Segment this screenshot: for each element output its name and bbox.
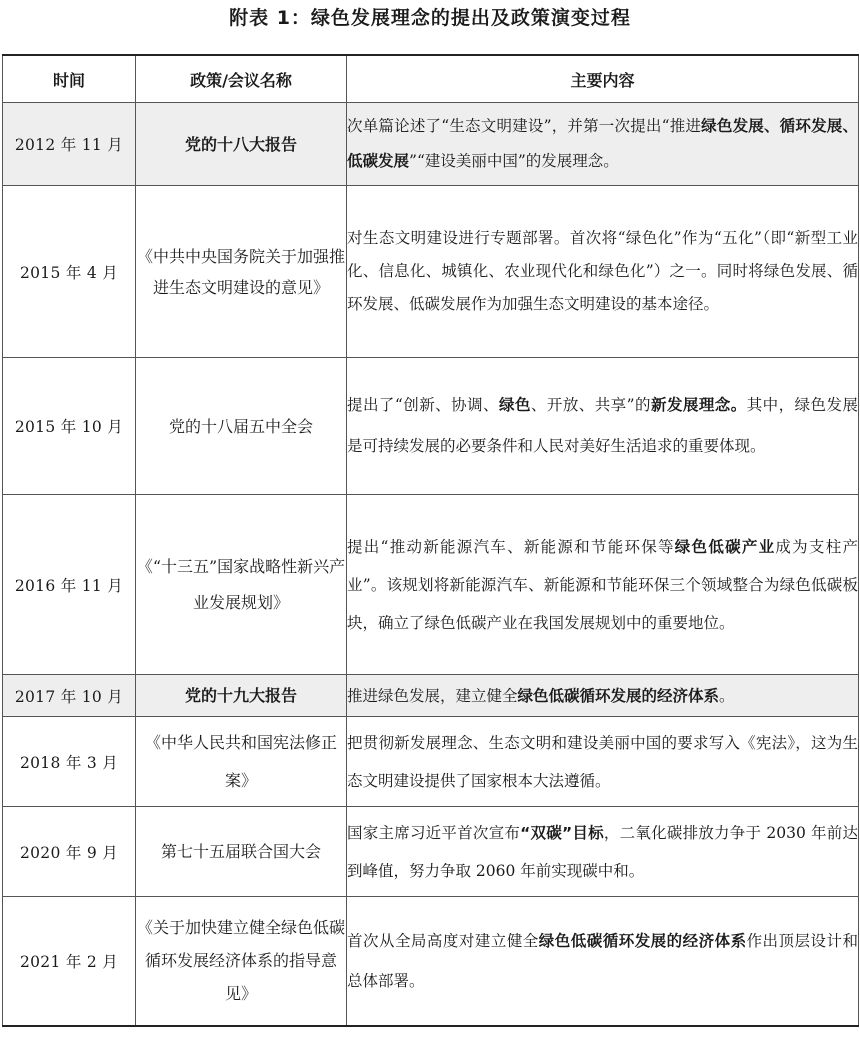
policy-table <box>2 54 859 1027</box>
text-segment: 、开放、共享”的 <box>530 396 651 414</box>
text-segment: 把贯彻新发展理念、生态文明和建设美丽中国的要求写入《宪法》，这为生态文明建设提供了国家根本大法遵循。 <box>347 733 858 790</box>
row-name: 党的十八大报告 <box>136 103 347 186</box>
bold-text: 绿色发展、循环发展、低碳发展 <box>347 117 858 170</box>
row-content <box>347 495 859 675</box>
row-name: 《中华人民共和国宪法修正案》 <box>136 717 347 807</box>
row-time: 2017 年 10 月 <box>3 675 136 717</box>
text-segment: 推进绿色发展，建立健全 <box>347 686 518 705</box>
table-row <box>3 495 859 675</box>
text-segment: 对生态文明建设进行专题部署。首次将“绿色化”作为“五化”（即“新型工业化、信息化、城镇化、农业现代化和绿色化”）之一。同时将绿色发展、循环发展、低碳发展作为加强生态文明建设的基本途径。 <box>347 229 858 313</box>
table-row <box>3 103 859 186</box>
row-time: 2018 年 3 月 <box>3 717 136 807</box>
bold-text: 绿色低碳循环发展的经济体系 <box>517 686 720 705</box>
bold-text: 绿色低碳产业 <box>674 537 776 556</box>
text-segment: 作出顶层设计和总体部署。 <box>347 931 858 990</box>
bold-text: 绿色 <box>498 396 531 414</box>
table-title: 附表 1：绿色发展理念的提出及政策演变过程 <box>229 7 631 29</box>
text-segment: 。 <box>719 686 735 705</box>
text-segment: 成为支柱产业”。该规划将新能源汽车、新能源和节能环保三个领域整合为绿色低碳板块，确立了绿色低碳产业在我国发展规划中的重要地位。 <box>347 537 858 632</box>
table-header-row <box>3 55 859 103</box>
table-row <box>3 186 859 358</box>
text-segment: 首次从全局高度对建立健全 <box>347 931 539 950</box>
row-name: 党的十九大报告 <box>136 675 347 717</box>
header-time: 时间 <box>3 55 136 103</box>
row-name: 《“十三五”国家战略性新兴产业发展规划》 <box>136 495 347 675</box>
text-segment: 次单篇论述了“生态文明建设”，并第一次提出“推进 <box>347 117 702 135</box>
row-name: 《中共中央国务院关于加强推进生态文明建设的意见》 <box>136 186 347 358</box>
row-name: 党的十八届五中全会 <box>136 358 347 495</box>
text-segment: 提出了“创新、协调、 <box>347 396 499 414</box>
header-name: 政策/会议名称 <box>136 55 347 103</box>
table-row <box>3 675 859 717</box>
row-time: 2015 年 10 月 <box>3 358 136 495</box>
table-row <box>3 807 859 897</box>
bold-text: “双碳”目标 <box>520 823 604 842</box>
text-segment: 提出“推动新能源汽车、新能源和节能环保等 <box>347 537 675 556</box>
row-time: 2020 年 9 月 <box>3 807 136 897</box>
row-name: 第七十五届联合国大会 <box>136 807 347 897</box>
row-time: 2016 年 11 月 <box>3 495 136 675</box>
row-time: 2021 年 2 月 <box>3 897 136 1026</box>
row-content <box>347 103 859 186</box>
text-segment: ，二氧化碳排放力争于 2030 年前达到峰值，努力争取 2060 年前实现碳中和。 <box>347 823 858 880</box>
text-segment: ”“建设美丽中国”的发展理念。 <box>409 152 619 170</box>
row-content <box>347 897 859 1026</box>
row-name: 《关于加快建立健全绿色低碳循环发展经济体系的指导意见》 <box>136 897 347 1026</box>
row-content <box>347 186 859 358</box>
text-segment: 其中，绿色发展是可持续发展的必要条件和人民对美好生活追求的重要体现。 <box>347 396 858 455</box>
row-time: 2012 年 11 月 <box>3 103 136 186</box>
row-content <box>347 675 859 717</box>
row-content <box>347 717 859 807</box>
bold-text: 绿色低碳循环发展的经济体系 <box>538 931 747 950</box>
row-time: 2015 年 4 月 <box>3 186 136 358</box>
table-row <box>3 358 859 495</box>
row-content <box>347 807 859 897</box>
text-segment: 国家主席习近平首次宣布 <box>347 823 521 842</box>
bold-text: 新发展理念。 <box>650 396 747 414</box>
row-content <box>347 358 859 495</box>
table-row <box>3 897 859 1026</box>
table-row <box>3 717 859 807</box>
header-content: 主要内容 <box>347 55 859 103</box>
